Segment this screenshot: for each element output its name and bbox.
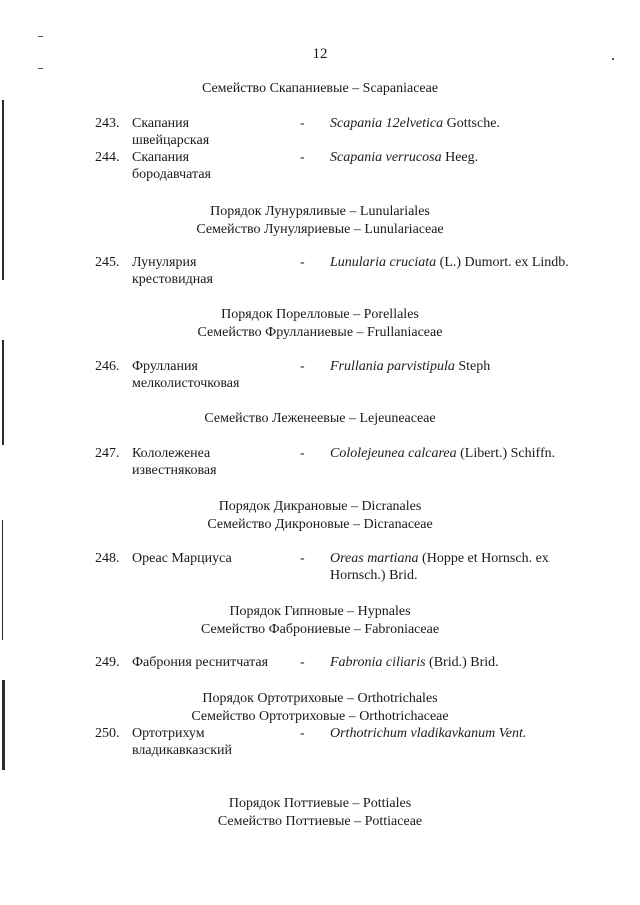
entry-number: 246.	[95, 359, 120, 374]
latin-author: Heeg.	[441, 150, 479, 165]
section-heading	[0, 603, 640, 639]
section-heading	[0, 795, 640, 831]
russian-name-line: Ортотрихум	[132, 726, 205, 741]
heading-line: Семейство Лунуляриевые – Lunulariaceae	[196, 222, 444, 237]
latin-name	[330, 725, 620, 742]
heading-line: Семейство Ортотриховые – Orthotrichaceae	[191, 709, 449, 724]
entry-number: 248.	[95, 551, 120, 566]
russian-name-line: швейцарская	[132, 133, 210, 148]
heading-line: Семейство Дикроновые – Dicranaceae	[207, 517, 433, 532]
entry-number: 243.	[95, 116, 120, 131]
section-heading	[0, 410, 640, 428]
latin-binomial: Cololejeunea calcarea	[330, 446, 457, 461]
section-heading	[0, 498, 640, 534]
latin-name	[330, 358, 620, 375]
section-heading	[0, 203, 640, 239]
latin-name	[330, 654, 620, 671]
latin-name	[330, 149, 620, 166]
russian-name	[132, 725, 292, 759]
latin-binomial: Scapania 12elvetica	[330, 116, 444, 131]
russian-name	[132, 358, 292, 392]
entry-number: 245.	[95, 255, 120, 270]
russian-name-line: Скапания	[132, 150, 190, 165]
separator-dash: -	[300, 255, 305, 270]
latin-name	[330, 445, 620, 462]
entry-number: 247.	[95, 446, 120, 461]
heading-line: Порядок Поттиевые – Pottiales	[228, 796, 412, 811]
latin-author: (Hoppe et Hornsch. ex	[418, 551, 549, 566]
russian-name-line: известняковая	[132, 463, 217, 478]
latin-author: Gottsche.	[443, 116, 500, 131]
russian-name-line: Фаброния реснитчатая	[132, 655, 269, 670]
separator-dash: -	[300, 551, 305, 566]
latin-binomial: Fabronia ciliaris	[330, 655, 426, 670]
russian-name	[132, 445, 292, 479]
russian-name	[132, 254, 292, 288]
russian-name-line: Лунулярия	[132, 255, 197, 270]
heading-line: Порядок Ортотриховые – Orthotrichales	[202, 691, 438, 706]
entry-number: 250.	[95, 726, 120, 741]
latin-binomial: Oreas martiana	[330, 551, 419, 566]
russian-name-line: Скапания	[132, 116, 190, 131]
separator-dash: -	[300, 359, 305, 374]
entry-number: 249.	[95, 655, 120, 670]
section-heading	[0, 690, 640, 726]
heading-line: Порядок Дикрановые – Dicranales	[218, 499, 422, 514]
russian-name-line: Фруллания	[132, 359, 198, 374]
russian-name	[132, 115, 292, 149]
latin-author: (Libert.) Schiffn.	[456, 446, 556, 461]
russian-name-line: Кололеженеа	[132, 446, 211, 461]
separator-dash: -	[300, 150, 305, 165]
heading-line: Семейство Скапаниевые – Scapaniaceae	[201, 81, 439, 96]
heading-line: Семейство Поттиевые – Pottiaceae	[217, 814, 423, 829]
latin-binomial: Frullania parvistipula	[330, 359, 455, 374]
heading-line: Семейство Фруллaниевые – Frullaniaceae	[197, 325, 443, 340]
separator-dash: -	[300, 655, 305, 670]
russian-name	[132, 654, 292, 671]
latin-name	[330, 115, 620, 132]
heading-line: Семейство Леженеевые – Lejeuneaceae	[204, 411, 436, 426]
latin-binomial: Scapania verrucosa	[330, 150, 442, 165]
latin-author-continued: Hornsch.) Brid.	[330, 568, 418, 583]
section-heading	[0, 80, 640, 98]
latin-author: (Brid.) Brid.	[425, 655, 499, 670]
latin-author: (L.) Dumort. ex Lindb.	[436, 255, 569, 270]
heading-line: Порядок Гипновые – Hypnales	[229, 604, 411, 619]
russian-name-line: владикавказский	[132, 743, 232, 758]
heading-line: Семейство Фаброниевые – Fabroniaceae	[200, 622, 440, 637]
russian-name-line: мелколисточковая	[132, 376, 240, 391]
separator-dash: -	[300, 446, 305, 461]
russian-name-line: бородавчатая	[132, 167, 211, 182]
separator-dash: -	[300, 726, 305, 741]
russian-name-line: крестовидная	[132, 272, 213, 287]
russian-name	[132, 550, 292, 567]
separator-dash: -	[300, 116, 305, 131]
russian-name	[132, 149, 292, 183]
latin-binomial: Orthotrichum vladikavkanum Vent.	[330, 726, 527, 741]
page-number: 12	[312, 46, 328, 62]
heading-line: Порядок Порелловые – Porellales	[221, 307, 419, 322]
latin-name	[330, 254, 620, 271]
heading-line: Порядок Лунуряливые – Lunulariales	[210, 204, 430, 219]
russian-name-line: Ореас Марциуса	[132, 551, 232, 566]
section-heading	[0, 306, 640, 342]
latin-author: Steph	[454, 359, 491, 374]
latin-name	[330, 550, 620, 584]
entry-number: 244.	[95, 150, 120, 165]
latin-binomial: Lunularia cruciata	[330, 255, 437, 270]
